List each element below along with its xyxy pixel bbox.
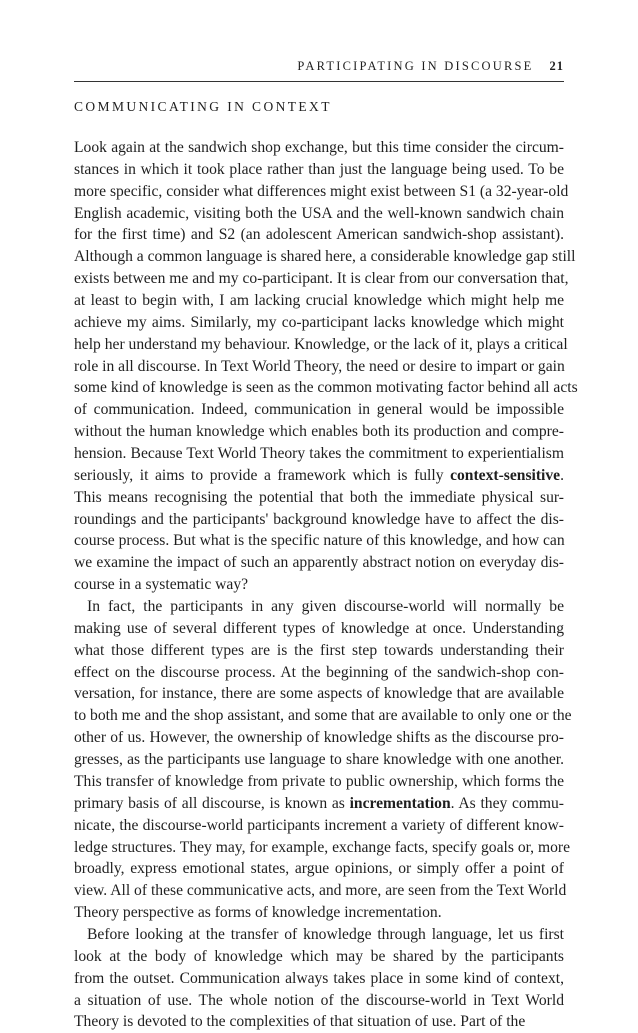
header-rule <box>74 81 564 82</box>
text-line: a situation of use. The whole notion of the discourse-world in Text World <box>74 991 564 1009</box>
text-line: for the first time) and S2 (an adolescent American sandwich-shop assistant). <box>74 226 564 244</box>
text-line: This means recognising the potential that both the immediate physical sur- <box>74 488 564 506</box>
text-line: Before looking at the transfer of knowledge through language, let us first <box>87 925 564 943</box>
text-line: hension. Because Text World Theory takes the commitment to experientialism <box>74 445 564 463</box>
running-header <box>74 58 564 74</box>
text-line: effect on the discourse process. At the beginning of the sandwich-shop con- <box>74 663 564 681</box>
paragraph <box>74 596 572 924</box>
key-term: incrementation <box>349 794 451 812</box>
text-line: to both me and the shop assistant, and some that are available to only one or the <box>74 707 572 725</box>
text-line: achieve my aims. Similarly, my co-participant lacks knowledge which might <box>74 313 564 331</box>
page-number: 21 <box>549 59 564 73</box>
text-line: Look again at the sandwich shop exchange, but this time consider the circum- <box>74 139 564 156</box>
text-line: versation, for instance, there are some aspects of knowledge that are available <box>74 685 564 703</box>
text-line: making use of several different types of knowledge at once. Understanding <box>74 619 564 637</box>
text-line: course in a systematic way? <box>74 576 249 594</box>
section-heading: COMMUNICATING IN CONTEXT <box>74 99 332 114</box>
text-line: look at the body of knowledge which may be shared by the participants <box>74 947 564 965</box>
text-line: more specific, consider what differences might exist between S1 (a 32-year-old <box>74 182 569 200</box>
text-line: Theory perspective as forms of knowledge incrementation. <box>74 904 442 922</box>
text-line: from the outset. Communication always takes place in some kind of context, <box>74 969 564 987</box>
text-line: without the human knowledge which enables both its production and compre- <box>74 423 564 441</box>
text-line: roundings and the participants' background knowledge have to affect the dis- <box>74 510 564 528</box>
text-line: nicate, the discourse-world participants increment a variety of different know- <box>74 816 564 834</box>
text-line: broadly, express emotional states, argue opinions, or simply offer a point of <box>74 860 564 878</box>
text-line: course process. But what is the specific nature of this knowledge, and how can <box>74 532 565 550</box>
text-run: primary basis of all discourse, is known as <box>74 794 350 812</box>
text-line: what those different types are is the first step towards understanding their <box>74 641 564 659</box>
text-line: This transfer of knowledge from private to public ownership, which forms the <box>74 772 564 790</box>
text-line: of communication. Indeed, communication in general would be impossible <box>74 401 564 419</box>
text-run: . As they commu- <box>450 794 564 812</box>
text-line: exists between me and my co-participant. It is clear from our conversation that, <box>74 270 569 288</box>
paragraph <box>74 137 578 596</box>
text-line: some kind of knowledge is seen as the common motivating factor behind all acts <box>74 379 578 397</box>
paragraph <box>74 924 564 1033</box>
text-run: . <box>560 466 564 484</box>
text-line: view. All of these communicative acts, and more, are seen from the Text World <box>74 882 567 900</box>
text-line: English academic, visiting both the USA and the well-known sandwich chain <box>74 204 564 222</box>
text-line: Theory is devoted to the complexities of that situation of use. Part of the <box>74 1013 526 1031</box>
text-line: In fact, the participants in any given discourse-world will normally be <box>87 598 564 616</box>
text-line: role in all discourse. In Text World Theory, the need or desire to impart or gain <box>74 357 565 375</box>
text-line: help her understand my behaviour. Knowledge, or the lack of it, plays a critical <box>74 335 568 353</box>
key-term: context-sensitive <box>450 466 561 484</box>
text-run: seriously, it aims to provide a framework which is fully <box>74 466 451 484</box>
text-line: ledge structures. They may, for example, exchange facts, specify goals or, more <box>74 838 571 856</box>
text-line: other of us. However, the ownership of knowledge shifts as the discourse pro- <box>74 729 564 747</box>
text-line: Although a common language is shared here, a considerable knowledge gap still <box>74 248 576 266</box>
text-line: at least to begin with, I am lacking crucial knowledge which might help me <box>74 292 564 310</box>
text-line: we examine the impact of such an apparently abstract notion on everyday dis- <box>74 554 564 572</box>
running-title: PARTICIPATING IN DISCOURSE <box>297 59 534 73</box>
text-line: gresses, as the participants use language to share knowledge with one another. <box>74 751 564 769</box>
text-line <box>74 465 564 487</box>
text-line <box>74 793 564 815</box>
body-text <box>74 137 578 1033</box>
text-line: stances in which it took place rather than just the language being used. To be <box>74 160 564 178</box>
